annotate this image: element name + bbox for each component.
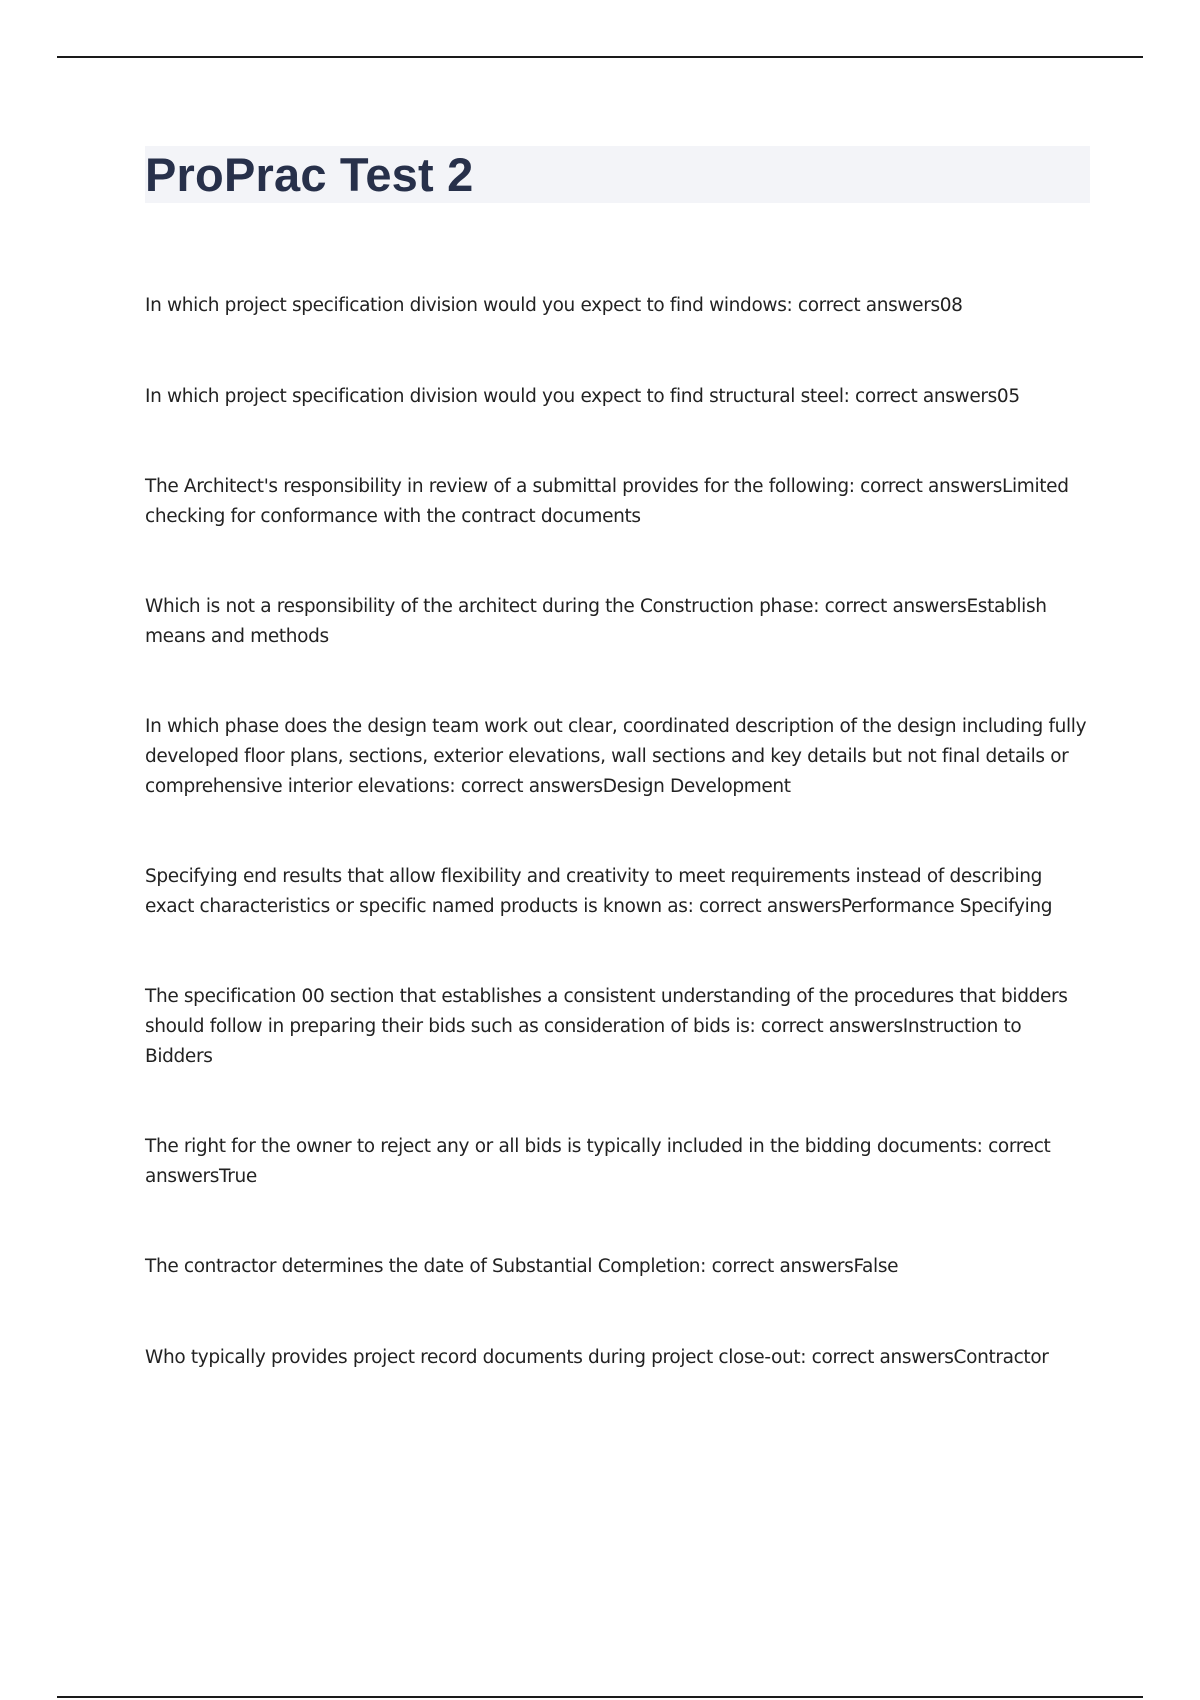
qa-item-10: Who typically provides project record documents during project close-out: correct answersContractor: [145, 1347, 1049, 1368]
qa-item-6: Specifying end results that allow flexibility and creativity to meet requirements instead of describing exact characteristics or specific named products is known as: correct answersPerformance Specifying: [145, 866, 1053, 917]
qa-item-2: In which project specification division would you expect to find structural steel: correct answers05: [145, 386, 1020, 407]
qa-item-5: In which phase does the design team work out clear, coordinated description of the design including fully developed floor plans, sections, exterior elevations, wall sections and key details but not final details or comprehensive interior elevations: correct answersDesign Development: [145, 716, 1087, 797]
qa-item-9: The contractor determines the date of Substantial Completion: correct answersFalse: [145, 1256, 899, 1277]
qa-item-1: In which project specification division would you expect to find windows: correct answers08: [145, 295, 963, 316]
qa-item-8: The right for the owner to reject any or all bids is typically included in the bidding documents: correct answersTrue: [145, 1136, 1051, 1187]
qa-item-3: The Architect's responsibility in review of a submittal provides for the following: correct answersLimited checking for conformance with the contract documents: [145, 476, 1069, 527]
qa-item-7: The specification 00 section that establishes a consistent understanding of the procedures that bidders should follow in preparing their bids such as consideration of bids is: correct answersInstruction to Bidders: [145, 986, 1068, 1067]
page-title: ProPrac Test 2: [145, 148, 474, 201]
bottom-rule: [57, 1696, 1143, 1698]
top-rule: [57, 56, 1143, 58]
qa-item-4: Which is not a responsibility of the architect during the Construction phase: correct answersEstablish means and methods: [145, 596, 1047, 647]
